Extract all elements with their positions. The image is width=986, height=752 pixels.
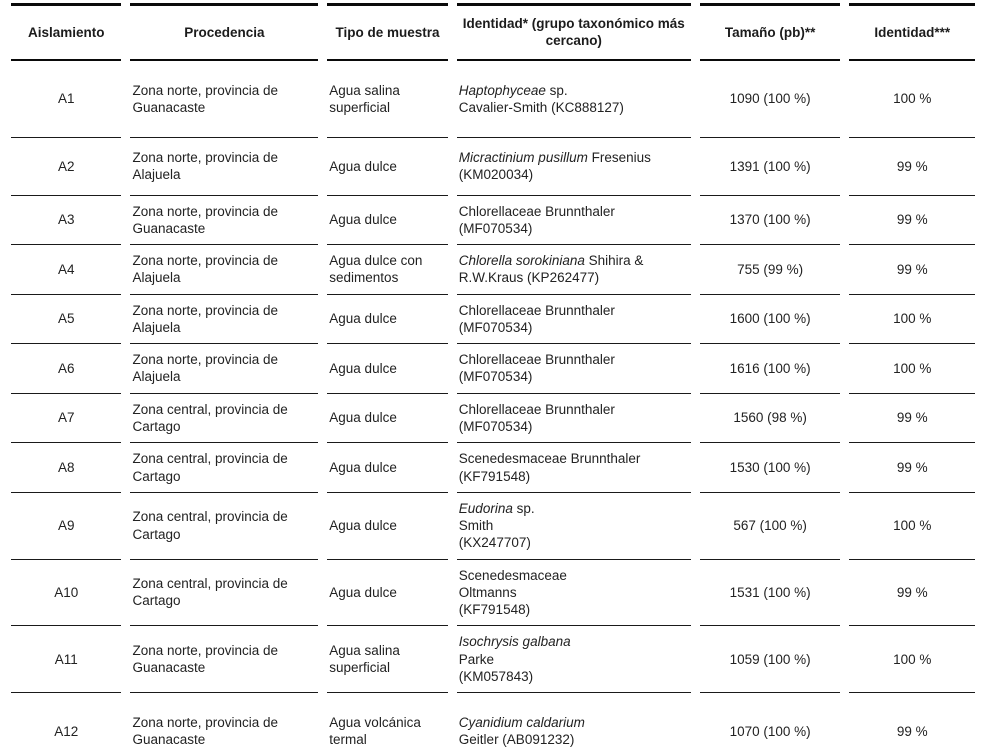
cell-tamano-pb: 1391 (100 %) — [700, 138, 841, 196]
cell-identidad-taxon — [457, 443, 691, 493]
identity-line — [459, 567, 689, 584]
identity-line — [459, 517, 689, 534]
identity-line — [459, 714, 689, 731]
cell-procedencia: Zona norte, provincia de Alajuela — [130, 245, 318, 295]
cell-identidad-pct: 99 % — [849, 138, 975, 196]
identity-line — [459, 468, 689, 485]
cell-tamano-pb: 1530 (100 %) — [700, 443, 841, 493]
cell-tamano-pb: 1370 (100 %) — [700, 196, 841, 246]
scientific-name: Chlorella sorokiniana — [458, 253, 585, 269]
identity-line — [459, 633, 689, 650]
cell-procedencia: Zona central, provincia de Cartago — [130, 493, 318, 560]
cell-aislamiento: A1 — [11, 61, 121, 139]
identity-text: Oltmanns — [458, 584, 517, 600]
identity-text: Chlorellaceae Brunnthaler — [458, 302, 615, 318]
cell-tipo-muestra: Agua dulce — [327, 560, 448, 627]
cell-procedencia: Zona norte, provincia de Guanacaste — [130, 196, 318, 246]
table-row-A6 — [11, 344, 975, 394]
col-header-identidad-taxon: Identidad* (grupo taxonómico más cercano) — [457, 3, 691, 61]
identity-text: sp. — [545, 82, 568, 98]
identity-line — [459, 500, 689, 517]
identity-line — [459, 351, 689, 368]
cell-tamano-pb: 1600 (100 %) — [700, 295, 841, 345]
cell-tipo-muestra: Agua dulce — [327, 295, 448, 345]
cell-aislamiento: A6 — [11, 344, 121, 394]
cell-identidad-taxon — [457, 626, 691, 693]
identity-line — [459, 302, 689, 319]
table-row-A4 — [11, 245, 975, 295]
cell-tipo-muestra: Agua dulce — [327, 344, 448, 394]
identity-text: (MF070534) — [458, 369, 533, 385]
identity-text: Scenedesmaceae Brunnthaler — [458, 451, 641, 467]
identity-text: (KM020034) — [458, 167, 534, 183]
col-header-procedencia: Procedencia — [130, 3, 318, 61]
cell-identidad-pct: 99 % — [849, 245, 975, 295]
cell-identidad-pct: 100 % — [849, 61, 975, 139]
identity-text: Geitler (AB091232) — [458, 732, 575, 748]
identity-line — [459, 418, 689, 435]
cell-tipo-muestra: Agua salina superficial — [327, 61, 448, 139]
table-row-A5 — [11, 295, 975, 345]
cell-tipo-muestra: Agua dulce — [327, 443, 448, 493]
col-header-identidad-pct: Identidad*** — [849, 3, 975, 61]
cell-procedencia: Zona norte, provincia de Alajuela — [130, 138, 318, 196]
cell-aislamiento: A3 — [11, 196, 121, 246]
table-row-A2 — [11, 138, 975, 196]
table-row-A11 — [11, 626, 975, 693]
identity-line — [459, 82, 689, 99]
cell-identidad-taxon — [457, 196, 691, 246]
cell-procedencia: Zona norte, provincia de Guanacaste — [130, 693, 318, 752]
identity-line — [459, 651, 689, 668]
cell-identidad-pct: 99 % — [849, 560, 975, 627]
table-row-A7 — [11, 394, 975, 444]
cell-tipo-muestra: Agua dulce con sedimentos — [327, 245, 448, 295]
cell-tamano-pb: 1070 (100 %) — [700, 693, 841, 752]
identity-text: Parke — [458, 651, 495, 667]
cell-aislamiento: A7 — [11, 394, 121, 444]
identity-line — [459, 149, 689, 166]
identity-line — [459, 99, 689, 116]
cell-tamano-pb: 567 (100 %) — [700, 493, 841, 560]
cell-aislamiento: A11 — [11, 626, 121, 693]
cell-identidad-taxon — [457, 344, 691, 394]
isolates-table — [2, 3, 984, 752]
cell-identidad-taxon — [457, 245, 691, 295]
identity-text: Chlorellaceae Brunnthaler — [458, 352, 615, 368]
identity-text: (MF070534) — [458, 220, 533, 236]
cell-identidad-taxon — [457, 560, 691, 627]
cell-tamano-pb: 1616 (100 %) — [700, 344, 841, 394]
cell-procedencia: Zona central, provincia de Cartago — [130, 443, 318, 493]
col-header-tipo-muestra: Tipo de muestra — [327, 3, 448, 61]
cell-identidad-taxon — [457, 295, 691, 345]
identity-line — [459, 668, 689, 685]
cell-tipo-muestra: Agua dulce — [327, 493, 448, 560]
identity-line — [459, 584, 689, 601]
cell-tipo-muestra: Agua salina superficial — [327, 626, 448, 693]
table-row-A8 — [11, 443, 975, 493]
cell-identidad-pct: 99 % — [849, 443, 975, 493]
identity-line — [459, 252, 689, 269]
identity-text: Chlorellaceae Brunnthaler — [458, 203, 615, 219]
scientific-name: Eudorina — [458, 500, 513, 516]
identity-text: (MF070534) — [458, 319, 533, 335]
identity-text: (KF791548) — [458, 602, 531, 618]
header-row — [11, 3, 975, 61]
cell-procedencia: Zona central, provincia de Cartago — [130, 394, 318, 444]
cell-tamano-pb: 1059 (100 %) — [700, 626, 841, 693]
identity-text: (KX247707) — [458, 535, 531, 551]
identity-line — [459, 269, 689, 286]
identity-text: Chlorellaceae Brunnthaler — [458, 401, 615, 417]
cell-aislamiento: A12 — [11, 693, 121, 752]
identity-text: R.W.Kraus (KP262477) — [458, 270, 600, 286]
cell-identidad-pct: 99 % — [849, 196, 975, 246]
cell-identidad-pct: 100 % — [849, 493, 975, 560]
identity-line — [459, 731, 689, 748]
identity-line — [459, 534, 689, 551]
identity-text: Shihira & — [584, 253, 644, 269]
cell-aislamiento: A2 — [11, 138, 121, 196]
identity-text: Cavalier-Smith (KC888127) — [458, 99, 624, 115]
cell-tipo-muestra: Agua dulce — [327, 394, 448, 444]
cell-tipo-muestra: Agua volcánica termal — [327, 693, 448, 752]
identity-line — [459, 319, 689, 336]
scientific-name: Isochrysis galbana — [458, 634, 571, 650]
cell-identidad-pct: 100 % — [849, 626, 975, 693]
cell-aislamiento: A8 — [11, 443, 121, 493]
cell-identidad-taxon — [457, 493, 691, 560]
cell-identidad-taxon — [457, 138, 691, 196]
table-row-A1 — [11, 61, 975, 139]
cell-tamano-pb: 1090 (100 %) — [700, 61, 841, 139]
cell-aislamiento: A10 — [11, 560, 121, 627]
identity-line — [459, 166, 689, 183]
identity-line — [459, 401, 689, 418]
table-row-A12 — [11, 693, 975, 752]
cell-tamano-pb: 1560 (98 %) — [700, 394, 841, 444]
identity-text: (KM057843) — [458, 668, 534, 684]
cell-procedencia: Zona norte, provincia de Guanacaste — [130, 61, 318, 139]
identity-line — [459, 203, 689, 220]
cell-identidad-pct: 100 % — [849, 295, 975, 345]
col-header-aislamiento: Aislamiento — [11, 3, 121, 61]
table-header — [11, 3, 975, 61]
scientific-name: Micractinium pusillum — [458, 150, 588, 166]
identity-line — [459, 368, 689, 385]
cell-aislamiento: A9 — [11, 493, 121, 560]
cell-procedencia: Zona norte, provincia de Guanacaste — [130, 626, 318, 693]
identity-line — [459, 450, 689, 467]
cell-identidad-pct: 100 % — [849, 344, 975, 394]
identity-text: sp. — [512, 500, 535, 516]
scientific-name: Haptophyceae — [458, 82, 546, 98]
cell-tamano-pb: 755 (99 %) — [700, 245, 841, 295]
cell-identidad-pct: 99 % — [849, 394, 975, 444]
cell-procedencia: Zona norte, provincia de Alajuela — [130, 295, 318, 345]
scientific-name: Cyanidium caldarium — [458, 715, 585, 731]
table-row-A9 — [11, 493, 975, 560]
cell-tipo-muestra: Agua dulce — [327, 196, 448, 246]
cell-aislamiento: A5 — [11, 295, 121, 345]
cell-identidad-taxon — [457, 61, 691, 139]
cell-procedencia: Zona norte, provincia de Alajuela — [130, 344, 318, 394]
table-row-A3 — [11, 196, 975, 246]
identity-line — [459, 601, 689, 618]
cell-identidad-taxon — [457, 394, 691, 444]
cell-identidad-taxon — [457, 693, 691, 752]
identity-text: (KF791548) — [458, 468, 531, 484]
identity-text: Smith — [458, 518, 494, 534]
cell-identidad-pct: 99 % — [849, 693, 975, 752]
cell-tamano-pb: 1531 (100 %) — [700, 560, 841, 627]
cell-procedencia: Zona central, provincia de Cartago — [130, 560, 318, 627]
table-row-A10 — [11, 560, 975, 627]
cell-aislamiento: A4 — [11, 245, 121, 295]
col-header-tamano-pb: Tamaño (pb)** — [700, 3, 841, 61]
identity-text: Fresenius — [587, 150, 651, 166]
identity-line — [459, 220, 689, 237]
identity-text: (MF070534) — [458, 418, 533, 434]
table-body — [11, 61, 975, 752]
cell-tipo-muestra: Agua dulce — [327, 138, 448, 196]
identity-text: Scenedesmaceae — [458, 567, 567, 583]
